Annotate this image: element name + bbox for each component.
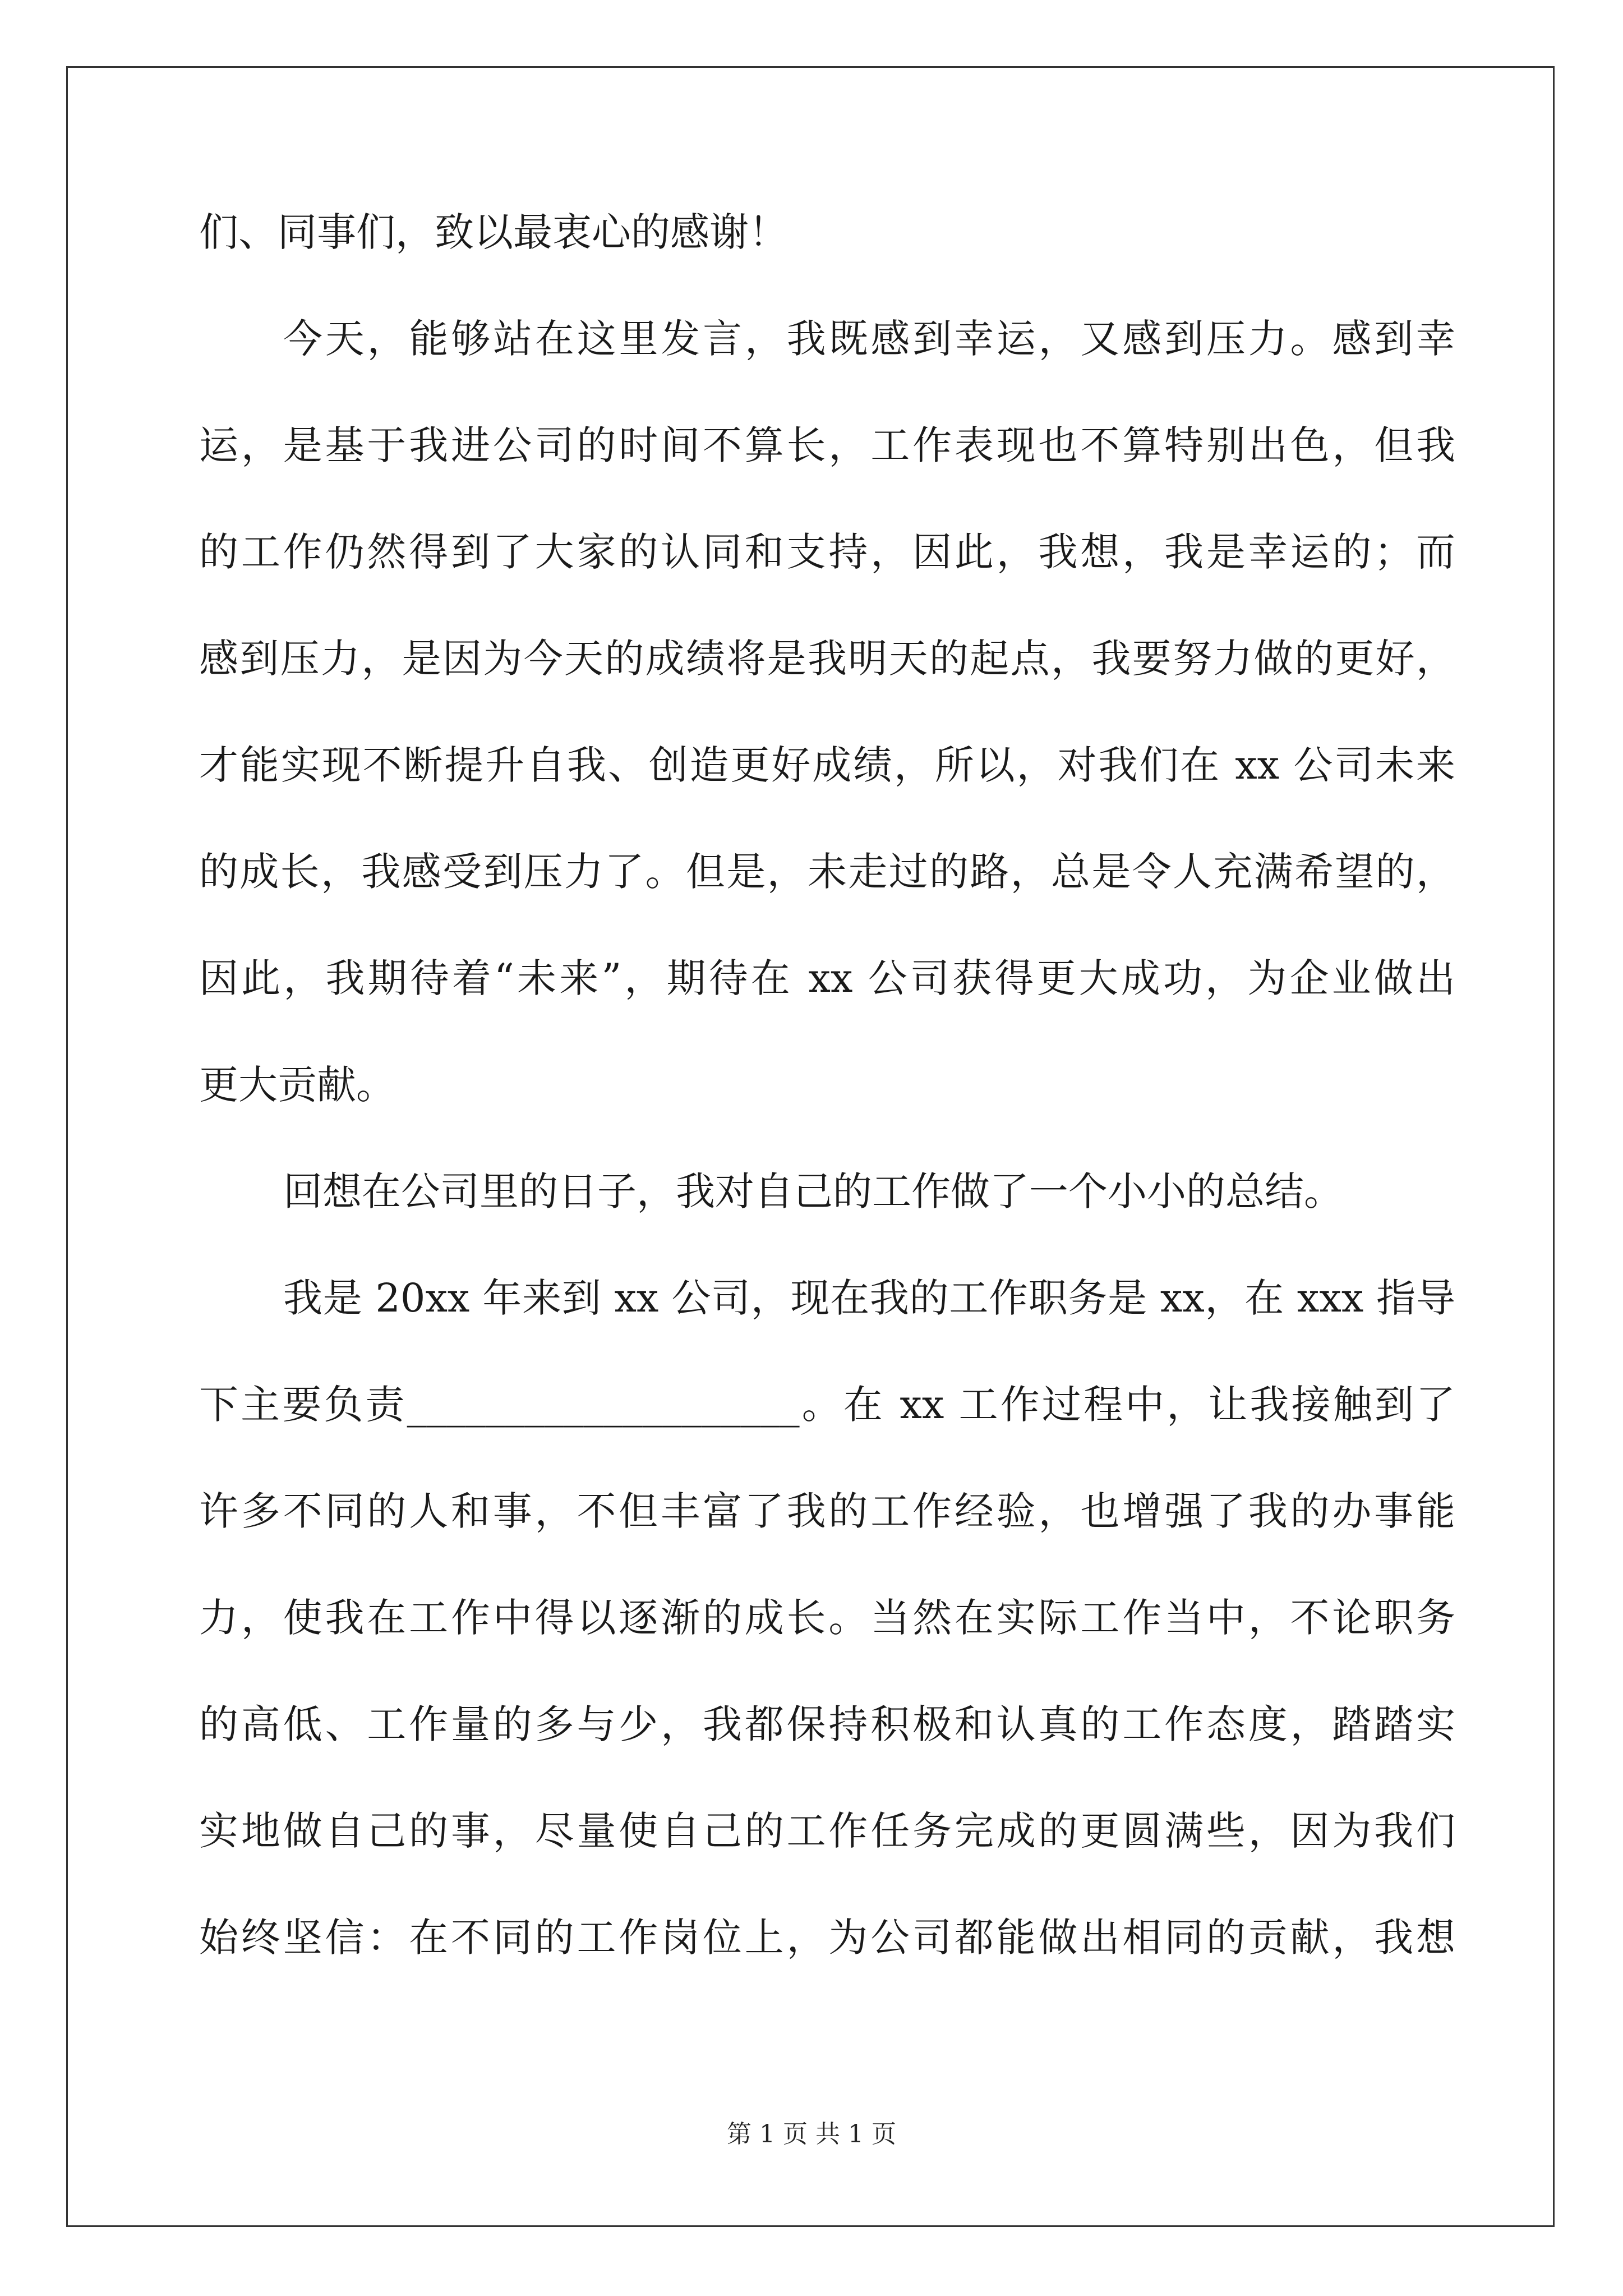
text-line: 始终坚信：在不同的工作岗位上，为公司都能做出相同的贡献，我想 (199, 1915, 1455, 1961)
text-line: 力，使我在工作中得以逐渐的成长。当然在实际工作当中，不论职务 (199, 1595, 1455, 1641)
text-line: 我是 20xx 年来到 xx 公司，现在我的工作职务是 xx，在 xxx 指导 (283, 1275, 1455, 1321)
text-line: 才能实现不断提升自我、创造更好成绩，所以，对我们在 xx 公司未来 (199, 742, 1455, 788)
text-line: 的高低、工作量的多与少，我都保持积极和认真的工作态度，踏踏实 (199, 1701, 1455, 1747)
text-line: 下主要负责____________________。在 xx 工作过程中，让我接触到了 (199, 1382, 1455, 1428)
text-line: 因此，我期待着“未来”，期待在 xx 公司获得更大成功，为企业做出 (199, 955, 1455, 1001)
page-footer: 第 1 页 共 1 页 (727, 2120, 896, 2148)
text-line: 运，是基于我进公司的时间不算长，工作表现也不算特别出色，但我 (199, 422, 1455, 468)
text-line: 的成长，我感受到压力了。但是，未走过的路，总是令人充满希望的， (199, 849, 1455, 895)
text-line: 们、同事们，致以最衷心的感谢！ (199, 209, 788, 255)
text-line: 今天，能够站在这里发言，我既感到幸运，又感到压力。感到幸 (283, 316, 1455, 362)
text-line: 许多不同的人和事，不但丰富了我的工作经验，也增强了我的办事能 (199, 1488, 1455, 1534)
text-line: 回想在公司里的日子，我对自己的工作做了一个小小的总结。 (283, 1168, 1343, 1214)
page-border (66, 66, 1555, 2227)
text-line: 实地做自己的事，尽量使自己的工作任务完成的更圆满些，因为我们 (199, 1808, 1455, 1854)
text-line: 的工作仍然得到了大家的认同和支持，因此，我想，我是幸运的；而 (199, 529, 1455, 575)
text-line: 更大贡献。 (199, 1062, 395, 1108)
text-line: 感到压力，是因为今天的成绩将是我明天的起点，我要努力做的更好， (199, 636, 1455, 682)
